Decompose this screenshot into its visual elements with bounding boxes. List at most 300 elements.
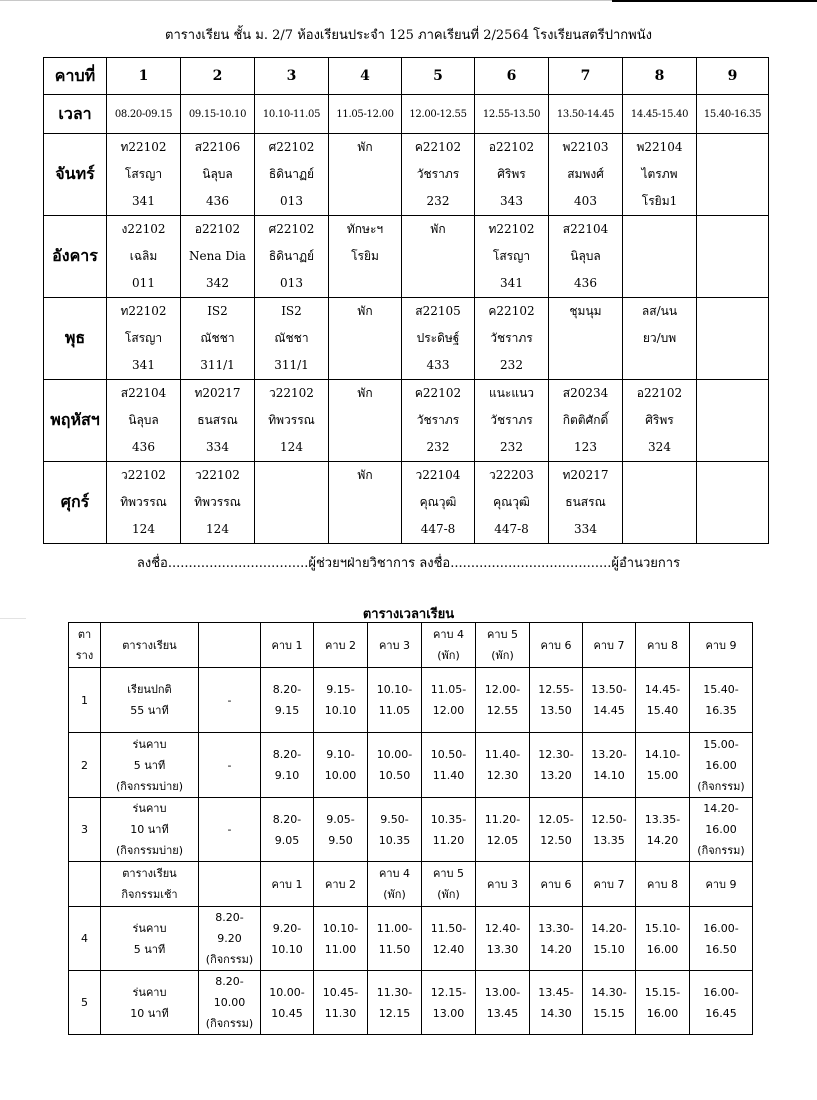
schedule-time: [314, 668, 368, 733]
time-line: 9.50-: [380, 812, 409, 826]
period-time: 11.05-12.00: [329, 95, 402, 134]
period-number: 7: [549, 58, 623, 95]
schedule-time: [261, 907, 314, 971]
class-cell-line: โรยิม1: [641, 194, 678, 208]
time-line: 10.45-: [322, 985, 359, 999]
schedule-period-header: [476, 862, 530, 907]
schedule-type: [101, 798, 199, 862]
schedule-time: [422, 733, 476, 798]
class-cell: [181, 462, 255, 544]
day-row: [44, 380, 769, 462]
time-line: 10.00-: [376, 748, 413, 761]
class-cell-line: ไตรภพ: [641, 167, 678, 181]
class-cell-line: 341: [132, 358, 155, 372]
schedule-type-line: 10 นาที: [130, 1006, 169, 1020]
time-line: 12.00-: [484, 683, 521, 696]
schedule-period-header: [261, 623, 314, 668]
class-cell-line: 334: [574, 522, 597, 536]
header-text: คาบ 8: [646, 877, 678, 891]
class-cell: [697, 298, 769, 380]
period-time-schedule: [68, 622, 753, 1035]
header-text: คาบ 6: [540, 638, 572, 652]
schedule-time: [368, 733, 422, 798]
time-line: 10.00: [324, 769, 357, 782]
class-cell-line: วัชราภร: [490, 331, 533, 345]
class-cell: [697, 462, 769, 544]
schedule-time: [636, 907, 690, 971]
schedule-time: [476, 907, 530, 971]
pre-time-line: (กิจกรรม): [205, 953, 254, 966]
class-cell-line: 436: [574, 276, 597, 290]
schedule-period-header: [422, 623, 476, 668]
time-line: 11.30-: [376, 985, 413, 999]
schedule-time: [583, 907, 636, 971]
class-cell-line: พัก: [357, 140, 373, 154]
schedule-type-header: [101, 862, 199, 907]
schedule-time: [690, 668, 753, 733]
header-text: คาบ 1: [271, 877, 303, 891]
time-line: 16.00: [705, 823, 737, 836]
header-text: (พัก): [437, 649, 460, 662]
schedule-pre-header: [199, 862, 261, 907]
class-cell-line: 324: [648, 440, 671, 454]
class-cell-line: 433: [426, 358, 450, 372]
schedule-time: [476, 971, 530, 1035]
time-line: 13.50-: [591, 683, 627, 696]
class-cell: [402, 462, 475, 544]
header-text: คาบ 5: [432, 867, 464, 880]
class-cell-line: ส22106: [194, 140, 241, 154]
header-text: (พัก): [437, 888, 460, 901]
class-cell-line: ธนสรณ: [565, 495, 606, 509]
schedule-time: [476, 733, 530, 798]
schedule-period-header: [314, 623, 368, 668]
time-line: 15.40: [646, 704, 679, 717]
schedule-type-line: 10 นาที: [130, 823, 169, 836]
pre-time-line: 10.00: [213, 996, 246, 1009]
schedule-time: [261, 733, 314, 798]
schedule-time: [690, 733, 753, 798]
schedule-period-header: [422, 862, 476, 907]
class-cell: [623, 216, 697, 298]
time-line: 12.05: [486, 833, 519, 847]
schedule-time: [422, 907, 476, 971]
time-line: 12.55-: [538, 683, 574, 696]
schedule-time: [583, 798, 636, 862]
class-cell: [329, 134, 402, 216]
day-name: จันทร์: [44, 134, 107, 216]
class-cell-line: อ22102: [488, 140, 535, 154]
class-cell-line: 123: [574, 440, 597, 454]
class-cell-line: ศิริพร: [645, 413, 674, 427]
schedule-time: [476, 668, 530, 733]
schedule-row: [69, 733, 753, 798]
time-line: 11.50: [378, 942, 411, 956]
class-cell-line: ค22102: [414, 386, 462, 400]
time-line: 15.40-: [703, 683, 739, 696]
class-cell-line: 334: [206, 440, 229, 454]
class-cell-line: ค22102: [414, 140, 462, 154]
schedule-period-header: [530, 862, 583, 907]
class-cell-line: อ22102: [194, 222, 241, 236]
time-line: 14.30-: [591, 985, 627, 999]
class-cell-line: 341: [132, 194, 155, 208]
class-cell-line: 232: [426, 440, 450, 454]
class-cell: [107, 462, 181, 544]
class-cell-line: 341: [500, 276, 523, 290]
pre-time-line: -: [227, 758, 232, 772]
schedule-type-line: เรียนปกติ: [127, 683, 172, 696]
class-cell: [475, 216, 549, 298]
header-text: คาบ 2: [324, 638, 356, 652]
time-line: 11.40: [432, 769, 465, 782]
class-cell: [329, 298, 402, 380]
class-cell-line: 447-8: [494, 522, 529, 536]
time-line: 10.50: [378, 769, 411, 782]
schedule-pre-time: [199, 971, 261, 1035]
schedule-time: [636, 668, 690, 733]
time-line: 13.00-: [484, 985, 521, 999]
period-time: 15.40-16.35: [697, 95, 769, 134]
time-line: 10.45: [271, 1006, 303, 1020]
period-number: 2: [181, 58, 255, 95]
schedule-type: [101, 907, 199, 971]
schedule-time: [261, 971, 314, 1035]
class-cell-line: ส20234: [562, 386, 609, 400]
pre-time-line: -: [227, 693, 232, 707]
day-name: พุธ: [44, 298, 107, 380]
class-cell: [255, 462, 329, 544]
class-cell-line: คุณวุฒิ: [493, 495, 530, 509]
time-line: 12.30-: [538, 748, 574, 761]
class-cell-line: ทักษะฯ: [346, 222, 384, 236]
time-line: 15.00: [646, 769, 679, 782]
class-cell: [623, 462, 697, 544]
class-cell: [181, 216, 255, 298]
schedule-period-header: [583, 623, 636, 668]
time-line: (กิจกรรม): [697, 779, 745, 793]
schedule-type-line: ร่นคาบ: [132, 921, 167, 935]
header-text: คาบ 9: [705, 638, 737, 652]
period-label: คาบที่: [44, 58, 107, 95]
time-line: 10.10: [324, 704, 357, 717]
schedule-type: [101, 971, 199, 1035]
time-line: 10.35: [378, 833, 411, 847]
time-line: 12.05-: [538, 812, 574, 826]
time-line: 13.00: [432, 1006, 465, 1020]
class-timetable: [43, 57, 769, 544]
schedule-time: [636, 733, 690, 798]
class-cell: [255, 380, 329, 462]
period-number: 3: [255, 58, 329, 95]
class-cell-line: ท22102: [120, 140, 167, 154]
class-cell-line: ยว/บพ: [642, 331, 677, 345]
header-text: ราง: [75, 649, 94, 662]
schedule-type-line: 55 นาที: [130, 704, 169, 717]
header-text: คาบ 6: [540, 877, 572, 891]
class-cell-line: ณัชชา: [200, 331, 235, 345]
class-cell: [402, 380, 475, 462]
time-line: 12.00: [432, 704, 465, 717]
time-line: 15.10-: [644, 921, 681, 935]
time-line: 9.15: [274, 704, 300, 717]
time-line: 13.35-: [644, 812, 681, 826]
class-cell-line: 011: [132, 276, 155, 290]
class-cell-line: 343: [500, 194, 523, 208]
schedule-time: [636, 971, 690, 1035]
class-cell-line: 013: [280, 276, 303, 290]
schedule-type-line: ร่นคาบ: [132, 737, 167, 751]
time-line: 12.40-: [484, 921, 521, 935]
schedule-time: [368, 798, 422, 862]
time-line: 13.45-: [538, 985, 574, 999]
schedule-number-header: [69, 623, 101, 668]
time-line: 15.00-: [703, 737, 739, 751]
schedule-header-row: [69, 623, 753, 668]
schedule-type: [101, 733, 199, 798]
class-cell: [475, 134, 549, 216]
time-line: 8.20-: [272, 748, 302, 761]
schedule-time: [422, 971, 476, 1035]
schedule-pre-header: [199, 623, 261, 668]
class-cell-line: วัชราภร: [416, 413, 460, 427]
time-line: (กิจกรรม): [697, 844, 745, 857]
class-cell-line: IS2: [281, 304, 302, 318]
class-cell: [107, 134, 181, 216]
time-line: 9.05-: [326, 812, 355, 826]
class-cell-line: ท20217: [562, 468, 609, 482]
schedule-period-header: [583, 862, 636, 907]
time-line: 14.20-: [591, 921, 627, 935]
time-line: 11.50-: [430, 921, 467, 935]
schedule-time: [261, 798, 314, 862]
header-text: คาบ 3: [486, 877, 518, 891]
class-cell-line: สมพงศ์: [567, 167, 604, 181]
time-line: 14.10-: [644, 748, 681, 761]
class-cell: [623, 380, 697, 462]
time-line: 16.35: [705, 704, 737, 717]
time-line: 10.10-: [376, 683, 413, 696]
time-line: 12.30: [486, 769, 519, 782]
class-cell: [402, 216, 475, 298]
class-cell-line: 232: [500, 358, 523, 372]
time-line: 13.20-: [591, 748, 627, 761]
time-line: 14.45: [593, 704, 625, 717]
schedule-number-header: [69, 862, 101, 907]
period-number: 5: [402, 58, 475, 95]
class-cell-line: ธิดินาฏย์: [268, 167, 315, 181]
class-cell-line: 232: [500, 440, 523, 454]
day-name: อังคาร: [44, 216, 107, 298]
header-text: คาบ 3: [378, 638, 410, 652]
time-line: 15.15-: [644, 985, 681, 999]
class-cell-line: ท22102: [120, 304, 167, 318]
time-line: 12.15: [378, 1006, 411, 1020]
class-cell: [181, 134, 255, 216]
time-line: 16.45: [705, 1006, 737, 1020]
schedule-period-header: [690, 623, 753, 668]
class-cell-line: 436: [132, 440, 155, 454]
schedule-time: [314, 971, 368, 1035]
class-cell: [549, 462, 623, 544]
schedule-type-header: [101, 623, 199, 668]
time-line: 11.20-: [484, 812, 521, 826]
class-cell-line: ประดิษฐ์: [416, 331, 460, 345]
schedule-pre-time: [199, 668, 261, 733]
schedule-row: [69, 907, 753, 971]
schedule-time: [690, 798, 753, 862]
class-cell-line: 124: [280, 440, 303, 454]
class-cell-line: ทิพวรรณ: [120, 495, 167, 509]
class-cell-line: ณัชชา: [274, 331, 309, 345]
day-name: ศุกร์: [44, 462, 107, 544]
header-text: ตารางเรียน: [122, 867, 177, 880]
time-line: 9.10: [274, 769, 300, 782]
time-line: 10.10: [271, 942, 303, 956]
time-line: 14.20: [646, 833, 679, 847]
schedule-period-header: [636, 862, 690, 907]
class-cell-line: 311/1: [274, 358, 309, 372]
period-time: 13.50-14.45: [549, 95, 623, 134]
class-cell-line: 311/1: [200, 358, 235, 372]
period-time: 09.15-10.10: [181, 95, 255, 134]
top-right-rule: [612, 0, 817, 2]
time-line: 11.05: [378, 704, 411, 717]
class-cell-line: ศ22102: [268, 222, 315, 236]
schedule-row: [69, 668, 753, 733]
class-cell: [107, 380, 181, 462]
schedule-period-header: [530, 623, 583, 668]
schedule-period-header: [314, 862, 368, 907]
schedule-type-line: (กิจกรรมบ่าย): [115, 779, 184, 793]
class-cell: [329, 216, 402, 298]
class-cell: [623, 134, 697, 216]
class-cell-line: ว22102: [195, 468, 240, 482]
period-time: 08.20-09.15: [107, 95, 181, 134]
signature-line: ลงชื่อ..................................ผู้ช่วยฯฝ่ายวิชาการ ลงชื่อ.......................................ผู้อำนวยการ: [136, 556, 681, 571]
time-line: 13.30: [486, 942, 519, 956]
schedule-number: 1: [69, 668, 101, 733]
schedule-time: [530, 907, 583, 971]
schedule-type-line: ร่นคาบ: [132, 802, 167, 815]
class-cell-line: ส22104: [562, 222, 609, 236]
class-cell-line: ว22102: [121, 468, 166, 482]
schedule-time: [422, 668, 476, 733]
pre-time-line: 8.20-: [215, 911, 244, 924]
period-header-row: [44, 58, 769, 95]
schedule-time: [368, 907, 422, 971]
class-cell: [475, 462, 549, 544]
class-cell: [475, 380, 549, 462]
pre-time-line: -: [227, 823, 232, 836]
schedule-pre-time: [199, 798, 261, 862]
schedule-title: ตารางเวลาเรียน: [362, 607, 455, 622]
class-cell: [697, 380, 769, 462]
time-line: 11.00-: [376, 921, 413, 935]
schedule-type-line: ร่นคาบ: [132, 985, 167, 999]
schedule-period-header: [368, 862, 422, 907]
schedule-row: [69, 798, 753, 862]
class-cell-line: ว22104: [415, 468, 461, 482]
period-time: 10.10-11.05: [255, 95, 329, 134]
schedule-type-line: 5 นาที: [133, 942, 166, 956]
class-cell: [255, 298, 329, 380]
pre-time-line: (กิจกรรม): [205, 1017, 254, 1030]
class-cell-line: โสรญา: [124, 167, 163, 181]
class-cell-line: เฉลิม: [129, 249, 158, 263]
header-text: ตารางเรียน: [122, 638, 177, 652]
class-cell-line: พ22103: [562, 140, 609, 154]
class-cell: [107, 298, 181, 380]
time-line: 10.50-: [430, 748, 467, 761]
schedule-number: 5: [69, 971, 101, 1035]
period-number: 1: [107, 58, 181, 95]
header-text: (พัก): [491, 649, 514, 662]
class-cell-line: IS2: [207, 304, 228, 318]
pre-time-line: 8.20-: [215, 975, 244, 988]
class-cell-line: นิลุบล: [202, 167, 233, 181]
time-line: 9.05: [274, 833, 300, 847]
schedule-time: [368, 971, 422, 1035]
schedule-time: [368, 668, 422, 733]
schedule-period-header: [476, 623, 530, 668]
time-line: 8.20-: [272, 683, 302, 696]
class-cell: [549, 298, 623, 380]
class-cell: [549, 216, 623, 298]
header-text: คาบ 5: [486, 628, 518, 641]
period-number: 8: [623, 58, 697, 95]
class-cell: [181, 380, 255, 462]
time-line: 14.10: [593, 769, 625, 782]
class-cell-line: 447-8: [420, 522, 456, 536]
time-line: 15.10: [593, 942, 625, 956]
class-cell-line: กิตติศักดิ์: [562, 413, 609, 427]
time-line: 10.00-: [269, 985, 305, 999]
class-cell-line: แนะแนว: [488, 386, 535, 400]
time-line: 14.20-: [703, 802, 739, 815]
class-cell: [697, 216, 769, 298]
time-line: 8.20-: [272, 812, 302, 826]
class-cell: [475, 298, 549, 380]
time-label: เวลา: [44, 95, 107, 134]
schedule-row: [69, 971, 753, 1035]
class-cell: [549, 134, 623, 216]
period-time: 14.45-15.40: [623, 95, 697, 134]
class-cell-line: นิลุบล: [128, 413, 159, 427]
schedule-time: [530, 733, 583, 798]
class-cell: [623, 298, 697, 380]
class-cell: [402, 134, 475, 216]
schedule-time: [530, 668, 583, 733]
schedule-time: [530, 971, 583, 1035]
schedule-type-line: 5 นาที: [133, 758, 166, 772]
header-text: คาบ 7: [593, 638, 625, 652]
time-line: 13.45: [486, 1006, 519, 1020]
class-cell-line: ทิพวรรณ: [194, 495, 241, 509]
header-text: (พัก): [383, 888, 406, 901]
schedule-time: [422, 798, 476, 862]
class-cell-line: นิลุบล: [570, 249, 601, 263]
class-cell-line: วัชราภร: [490, 413, 533, 427]
time-line: 12.40: [432, 942, 465, 956]
class-cell-line: ชุมนุม: [569, 304, 602, 318]
header-text: คาบ 2: [324, 877, 356, 891]
schedule-pre-time: [199, 733, 261, 798]
class-cell: [697, 134, 769, 216]
class-cell-line: ศิริพร: [497, 167, 526, 181]
day-name: พฤหัสฯ: [44, 380, 107, 462]
class-cell-line: พัก: [357, 304, 373, 318]
